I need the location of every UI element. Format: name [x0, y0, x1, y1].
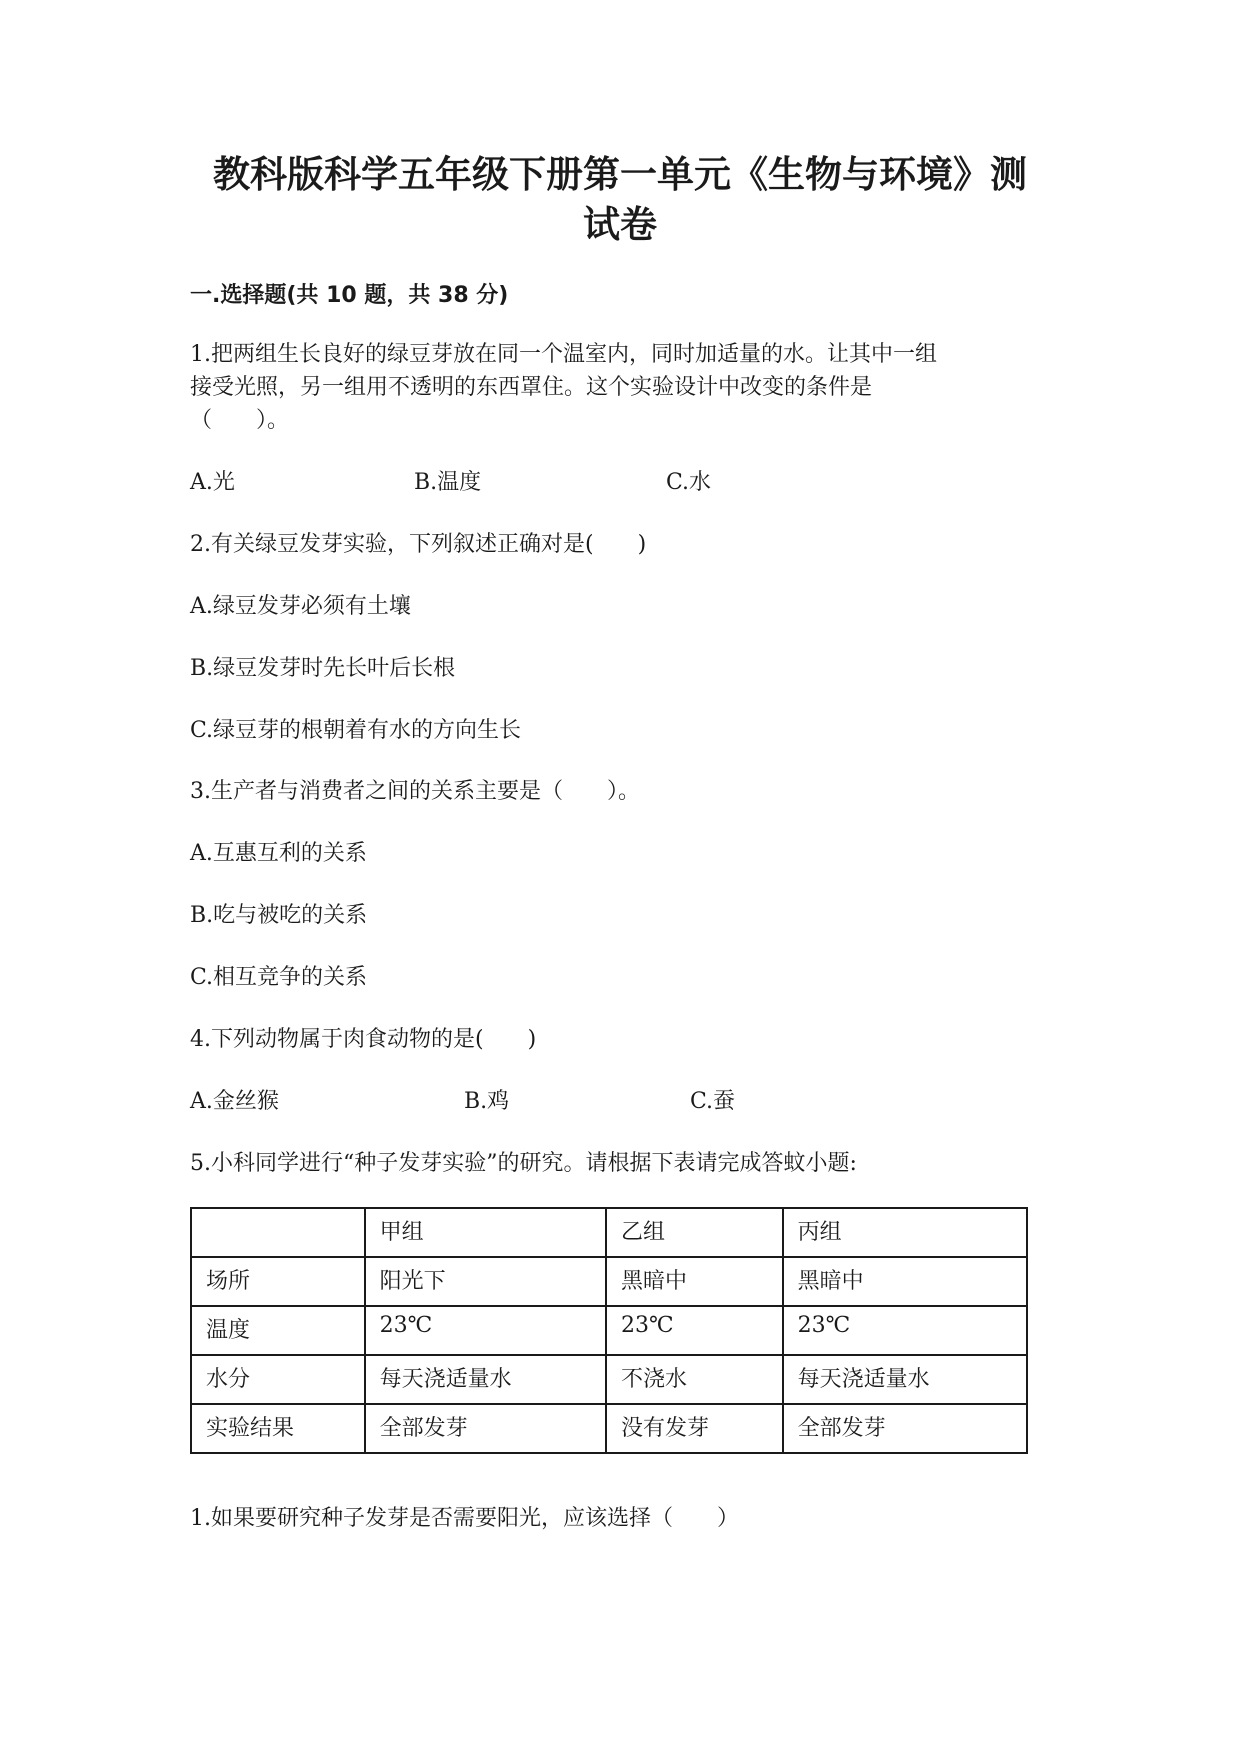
- table-header-cell: 甲组: [365, 1208, 606, 1257]
- table-cell: 阳光下: [365, 1257, 606, 1306]
- experiment-table: [190, 1207, 1028, 1454]
- q3-option-c: C.相互竞争的关系: [190, 965, 368, 990]
- q3-option-a: A.互惠互利的关系: [190, 841, 367, 866]
- table-header-cell: 乙组: [606, 1208, 783, 1257]
- q1-stem-line-2: 接受光照，另一组用不透明的东西罩住。这个实验设计中改变的条件是: [190, 375, 873, 400]
- table-header-cell: 丙组: [783, 1208, 1027, 1257]
- q1-option-b: B.温度: [414, 470, 482, 495]
- table-row: [191, 1404, 1027, 1453]
- q3-option-b: B.吃与被吃的关系: [190, 903, 368, 928]
- q2-option-a: A.绿豆发芽必须有土壤: [190, 594, 411, 619]
- q2-stem: 2.有关绿豆发芽实验，下列叙述正确对是( ): [190, 532, 647, 557]
- table-cell: 黑暗中: [783, 1257, 1027, 1306]
- q5-subquestion-1: 1.如果要研究种子发芽是否需要阳光，应该选择（ ）: [190, 1506, 739, 1531]
- table-cell: 场所: [191, 1257, 365, 1306]
- table-cell: 没有发芽: [606, 1404, 783, 1453]
- table-cell: 23℃: [783, 1306, 1027, 1355]
- table-row: [191, 1306, 1027, 1355]
- q4-option-b: B.鸡: [464, 1089, 510, 1114]
- table-cell: 每天浇适量水: [783, 1355, 1027, 1404]
- section-heading: 一.选择题(共 10 题，共 38 分): [190, 283, 509, 308]
- title-line-1: 教科版科学五年级下册第一单元《生物与环境》测: [213, 153, 1027, 196]
- q2-option-b: B.绿豆发芽时先长叶后长根: [190, 656, 456, 681]
- table-cell: 全部发芽: [783, 1404, 1027, 1453]
- q4-option-c: C.蚕: [690, 1089, 736, 1114]
- title-line-2: 试卷: [583, 203, 657, 246]
- table-cell: 温度: [191, 1306, 365, 1355]
- q4-option-a: A.金丝猴: [190, 1089, 279, 1114]
- table-cell: 水分: [191, 1355, 365, 1404]
- q4-stem: 4.下列动物属于肉食动物的是( ): [190, 1027, 537, 1052]
- q5-stem: 5.小科同学进行“种子发芽实验”的研究。请根据下表请完成答蚊小题:: [190, 1151, 857, 1176]
- q1-option-a: A.光: [190, 470, 235, 495]
- table-header-row: [191, 1208, 1027, 1257]
- q1-stem-line-1: 1.把两组生长良好的绿豆芽放在同一个温室内，同时加适量的水。让其中一组: [190, 342, 937, 367]
- exam-title: [180, 150, 1060, 250]
- table-row: [191, 1355, 1027, 1404]
- table-cell: 实验结果: [191, 1404, 365, 1453]
- q3-stem: 3.生产者与消费者之间的关系主要是（ ）。: [190, 779, 640, 804]
- q1-stem-line-3: （ ）。: [190, 408, 290, 433]
- table-cell: 23℃: [606, 1306, 783, 1355]
- table-cell: 全部发芽: [365, 1404, 606, 1453]
- table-header-cell: [191, 1208, 365, 1257]
- table-cell: 不浇水: [606, 1355, 783, 1404]
- q2-option-c: C.绿豆芽的根朝着有水的方向生长: [190, 718, 522, 743]
- q1-option-c: C.水: [666, 470, 712, 495]
- table-cell: 黑暗中: [606, 1257, 783, 1306]
- table-cell: 23℃: [365, 1306, 606, 1355]
- table-cell: 每天浇适量水: [365, 1355, 606, 1404]
- table-row: [191, 1257, 1027, 1306]
